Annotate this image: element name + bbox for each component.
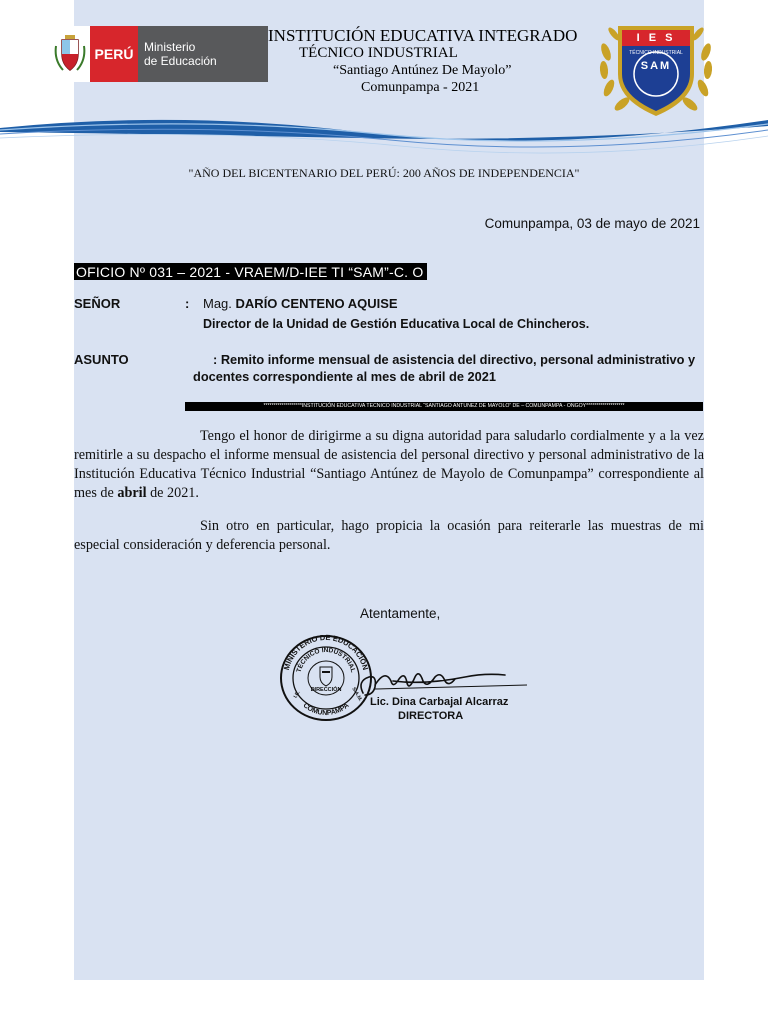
institution-line3: “Santiago Antúnez De Mayolo” xyxy=(333,63,512,78)
school-logo-line1: TÉCNICO INDUSTRIAL xyxy=(629,50,683,56)
ministry-name xyxy=(138,40,217,68)
institution-line2: TÉCNICO INDUSTRIAL xyxy=(299,45,458,61)
recipient-colon: : xyxy=(185,296,190,311)
subject-label: ASUNTO xyxy=(74,352,129,367)
institution-banner: *******************INSTITUCIÓN EDUCATIVA TECNICO INDUSTRIAL “SANTIAGO ANTUNEZ DE MAYOLO” DE – COMUNPAMPA - ONGOY******************* xyxy=(185,402,703,411)
signature-role: DIRECTORA xyxy=(398,710,464,722)
ministry-logo xyxy=(50,26,268,82)
stamp-center-text: DIRECCIÓN xyxy=(310,687,342,693)
body-p1-month: abril xyxy=(117,485,147,501)
date-line: Comunpampa, 03 de mayo de 2021 xyxy=(484,216,700,231)
peru-shield-icon xyxy=(50,26,90,82)
stamp-ring-top: MINISTERIO DE EDUCACIÓN xyxy=(281,633,371,671)
stamp-ring-bottom: COMUNPAMPA xyxy=(301,702,351,718)
stamp-right-text: S.A.M. xyxy=(350,686,364,703)
body-paragraph-2: Sin otro en particular, hago propicia la ocasión para reiterarle las muestras de mi especial consideración y deferencia personal. xyxy=(74,518,704,553)
year-motto: "AÑO DEL BICENTENARIO DEL PERÚ: 200 AÑOS DE INDEPENDENCIA" xyxy=(188,166,580,180)
body-p1-text: Tengo el honor de dirigirme a su digna autoridad para saludarlo cordialmente y a la vez remitirle a su despacho el informe mensual de asistencia del personal directivo y personal administrativo de la Institución Educativa Técnico Industrial “Santiago Antúnez de Mayolo de Comunpampa” correspondiente al mes de xyxy=(74,428,704,501)
school-logo-letters: I E S xyxy=(636,32,676,44)
signature-name: Lic. Dina Carbajal Alcarraz xyxy=(370,696,509,708)
subject-line2: docentes correspondiente al mes de abril de 2021 xyxy=(193,369,496,384)
recipient-name-line xyxy=(203,296,398,311)
body-p1-end: de 2021. xyxy=(146,485,199,501)
recipient-name: DARÍO CENTENO AQUISE xyxy=(235,296,398,311)
peru-label: PERÚ xyxy=(90,26,138,82)
recipient-label: SEÑOR xyxy=(74,296,121,311)
stamp-crest-icon xyxy=(320,667,332,686)
body-paragraph-1 xyxy=(74,427,704,503)
stamp-left-text: I.E. xyxy=(292,689,302,700)
institution-line1: INSTITUCIÓN EDUCATIVA INTEGRADO xyxy=(268,26,578,45)
recipient-position: Director de la Unidad de Gestión Educativa Local de Chincheros. xyxy=(203,317,590,331)
oficio-reference: OFICIO Nº 031 – 2021 - VRAEM/D-IEE TI “SAM”-C. O xyxy=(74,263,427,280)
closing-text: Atentamente, xyxy=(360,606,441,621)
subject-line1: : Remito informe mensual de asistencia del directivo, personal administrativo y xyxy=(213,352,696,367)
recipient-title: Mag. xyxy=(203,296,232,311)
institution-line4: Comunpampa - 2021 xyxy=(361,80,480,95)
school-logo-line2: SAM xyxy=(640,60,672,72)
stamp-ring-inner: TÉCNICO INDUSTRIAL xyxy=(295,647,357,674)
ministry-line2: de Educación xyxy=(144,54,217,68)
header-wave-divider xyxy=(0,100,768,160)
ministry-line1: Ministerio xyxy=(144,40,196,54)
